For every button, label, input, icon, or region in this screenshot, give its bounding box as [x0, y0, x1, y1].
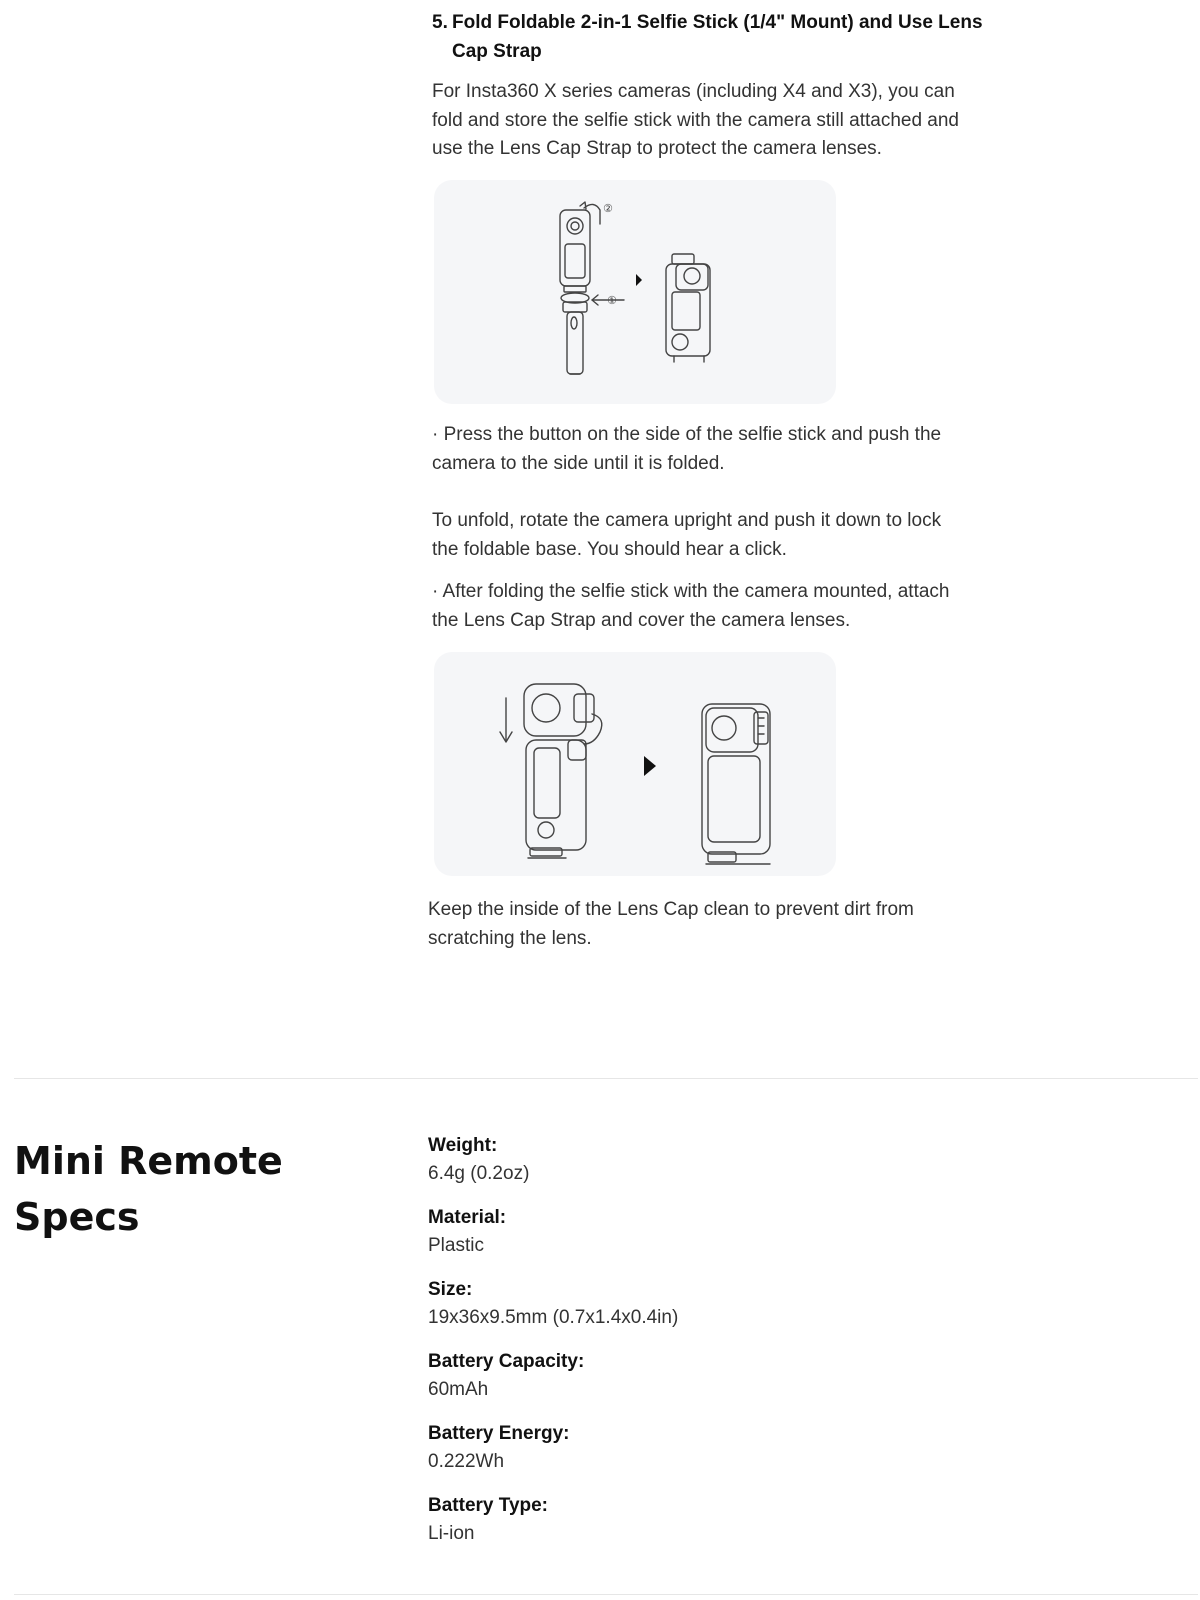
camera-lens-shape	[567, 218, 583, 234]
unfold-paragraph: To unfold, rotate the camera upright and push it down to lock the foldable base. You should hear a click.	[432, 510, 942, 560]
specs-title: Mini Remote Specs	[14, 1139, 283, 1239]
callout-1-label: ①	[607, 294, 617, 307]
arrow-right-icon	[636, 274, 642, 286]
lens-cap-illustration	[434, 652, 836, 876]
fold-illustration	[434, 180, 836, 404]
fold-illustration-drawing	[434, 180, 836, 404]
section-divider-top	[14, 1078, 1198, 1079]
step-number: 5.	[432, 12, 448, 33]
spec-value: Plastic	[428, 1235, 484, 1256]
arrow-right-icon	[644, 756, 656, 776]
step-heading	[432, 8, 992, 66]
callout-2-label: ②	[603, 202, 613, 215]
spec-label: Battery Type:	[428, 1495, 549, 1516]
spec-weight	[428, 1132, 1028, 1188]
spec-label: Material:	[428, 1207, 507, 1228]
spec-value: 6.4g (0.2oz)	[428, 1163, 530, 1184]
step-title: Fold Foldable 2-in-1 Selfie Stick (1/4" Mount) and Use Lens Cap Strap	[452, 12, 983, 62]
stick-shape	[567, 312, 583, 374]
section-divider-bottom	[14, 1594, 1198, 1595]
spec-size	[428, 1276, 1028, 1332]
lens-cap-illustration-drawing	[434, 652, 836, 876]
spec-label: Size:	[428, 1279, 473, 1300]
lens-cap-note: Keep the inside of the Lens Cap clean to prevent dirt from scratching the lens.	[428, 899, 914, 949]
spec-value: Li-ion	[428, 1523, 475, 1544]
folded-stick-shape	[526, 740, 586, 850]
spec-battery-energy	[428, 1420, 1028, 1476]
spec-value: 0.222Wh	[428, 1451, 505, 1472]
spec-value: 60mAh	[428, 1379, 489, 1400]
lens-cap-shape	[524, 684, 586, 736]
bullet-attach-strap: · After folding the selfie stick with the camera mounted, attach the Lens Cap Strap and cover the camera lenses.	[432, 581, 950, 631]
spec-label: Battery Energy:	[428, 1423, 570, 1444]
spec-battery-capacity	[428, 1348, 1028, 1404]
intro-paragraph: For Insta360 X series cameras (including X4 and X3), you can fold and store the selfie stick with the camera still attached and use the Lens Cap Strap to protect the camera lenses.	[432, 81, 959, 159]
spec-label: Weight:	[428, 1135, 498, 1156]
spec-label: Battery Capacity:	[428, 1351, 585, 1372]
spec-material	[428, 1204, 1028, 1260]
bullet-press-button: · Press the button on the side of the selfie stick and push the camera to the side until it is folded.	[432, 424, 942, 474]
spec-battery-type	[428, 1492, 1028, 1548]
spec-value: 19x36x9.5mm (0.7x1.4x0.4in)	[428, 1307, 679, 1328]
